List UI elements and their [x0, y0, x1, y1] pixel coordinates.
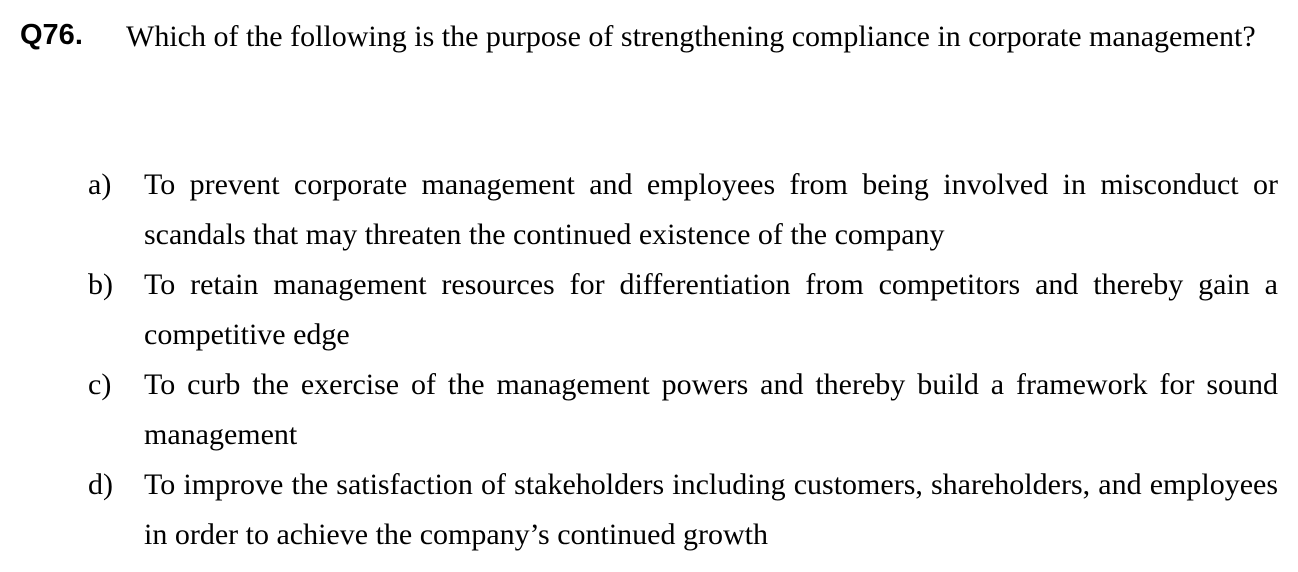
option-letter: b) [88, 268, 113, 301]
option-text: To retain management resources for differentiation from competitors and thereby gain a competitive edge [144, 268, 1278, 351]
option-letter: d) [88, 468, 113, 501]
option-d [88, 460, 1278, 560]
question-number: Q76. [20, 19, 83, 51]
option-text: To curb the exercise of the management powers and thereby build a framework for sound management [144, 368, 1278, 451]
question-text: Which of the following is the purpose of strengthening compliance in corporate management? [126, 20, 1256, 53]
option-text: To improve the satisfaction of stakeholders including customers, shareholders, and employees in order to achieve the company’s continued growth [144, 468, 1278, 551]
option-letter: a) [88, 168, 112, 201]
option-letter: c) [88, 368, 112, 401]
option-b [88, 260, 1278, 360]
option-a [88, 160, 1278, 260]
option-text: To prevent corporate management and employees from being involved in misconduct or scandals that may threaten the continued existence of the company [144, 168, 1278, 251]
option-c [88, 360, 1278, 460]
answer-options [88, 160, 1278, 560]
